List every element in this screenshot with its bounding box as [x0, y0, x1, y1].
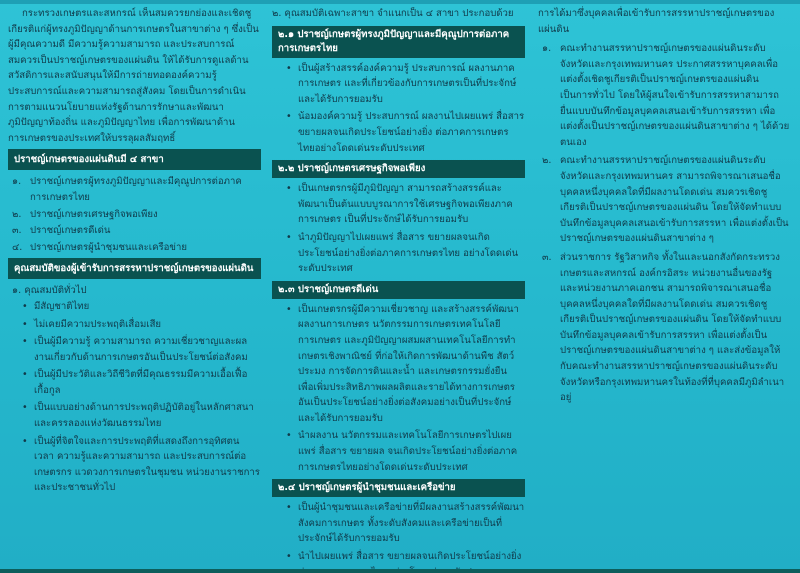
qualification-item: • มีสัญชาติไทย	[22, 300, 90, 312]
qualifications-heading: คุณสมบัติของผู้เข้ารับการสรรหาปราชญ์เกษตรของแผ่นดิน	[8, 258, 261, 279]
section-bullet: • นำไปเผยแพร่ สื่อสาร ขยายผลจนเกิดประโยชน์อย่างยิ่ง	[286, 551, 522, 563]
section-bullet: • น้อมองค์ความรู้ ประสบการณ์ ผลงานไปเผยแพร่ สื่อสาร ขยายผลจนเกิดประโยชน์อย่างยิ่ง ต่อภาคการเกษตรไทยอย่างโดดเด่นระดับประเทศ	[286, 111, 525, 154]
section-heading: ๒.๑ ปราชญ์เกษตรผู้ทรงภูมิปัญญาและมีคุณูปการต่อภาคการเกษตรไทย	[272, 26, 525, 58]
nomination-intro: การได้มาซึ่งบุคคลเพื่อเข้ารับการสรรหาปราชญ์เกษตรของแผ่นดิน	[538, 8, 775, 35]
section-heading: ๒.๓ ปราชญ์เกษตรดีเด่น	[272, 281, 525, 299]
column-left	[8, 6, 261, 498]
nomination-item: ๓. ส่วนราชการ รัฐวิสาหกิจ ทั้งในและนอกสังกัดกระทรวงเกษตรและสหกรณ์ องค์กรอิสระ หน่วยงานอื่นของรัฐ และหน่วยงานภาคเอกชน สามารถพิจารณาเสนอชื่อบุคคลหนึ่งบุคคลใดที่มีผลงานโดดเด่น สมควรเชิดชูเกียรติเป็นปราชญ์เกษตรของแผ่นดิน โดยให้จัดทำแบบบันทึกข้อมูลบุคคลเข้ารับการสรรหา เพื่อแต่งตั้งเป็นปราชญ์เกษตรของแผ่นดินสาขาต่าง ๆ และส่งข้อมูลให้กับคณะทำงานสรรหาปราชญ์เกษตรของแผ่นดินระดับจังหวัดหรือกรุงเทพมหานครในท้องที่ที่บุคคลมีภูมิลำเนาอยู่	[542, 251, 785, 404]
nomination-item: ๒. คณะทำงานสรรหาปราชญ์เกษตรของแผ่นดินระดับจังหวัดและกรุงเทพมหานคร สามารถพิจารณาเสนอชื่อบุคคลหนึ่งบุคคลใดที่มีผลงานโดดเด่น สมควรเชิดชูเกียรติเป็นปราชญ์เกษตรของแผ่นดิน โดยให้จัดทำแบบบันทึกข้อมูลบุคคลเสนอเข้ารับการสรรหา เพื่อแต่งตั้งเป็นปราชญ์เกษตรของแผ่นดินสาขาต่าง ๆ	[542, 155, 789, 245]
qualification-item: • เป็นผู้มีความรู้ ความสามารถ ความเชี่ยวชาญและผลงานเกี่ยวกับด้านการเกษตรอันเป็นประโยชน์ต่อสังคม	[22, 336, 248, 363]
qualification-item: • ไม่เคยมีความประพฤติเสื่อมเสีย	[22, 318, 162, 330]
qualification-item: • เป็นแบบอย่างด้านการประพฤติปฏิบัติอยู่ในหลักศาสนาและครรลองแห่งวัฒนธรรมไทย	[22, 402, 254, 430]
specific-qualifications-intro: ๒. คุณสมบัติเฉพาะสาขา จำแนกเป็น ๔ สาขา ประกอบด้วย	[272, 8, 514, 19]
section-bullet: • เป็นเกษตรกรผู้มีภูมิปัญญา สามารถสร้างสรรค์และพัฒนาเป็นต้นแบบบูรณาการใช้เศรษฐกิจพอเพียงภาคการเกษตร เป็นที่ประจักษ์ได้รับการยอมรับ	[286, 183, 513, 226]
section-bullet: • เป็นผู้สร้างสรรค์องค์ความรู้ ประสบการณ์ ผลงานภาคการเกษตร และที่เกี่ยวข้องกับการเกษตรเป็นที่ประจักษ์และได้รับการยอมรับ	[286, 62, 517, 105]
general-qualifications-label: ๑. คุณสมบัติทั่วไป	[12, 285, 87, 297]
section-bullet: • เป็นผู้นำชุมชนและเครือข่ายที่มีผลงานสร้างสรรค์พัฒนาสังคมการเกษตร ทั้งระดับสังคมและเครือข่ายเป็นที่ประจักษ์ได้รับการยอมรับ	[286, 502, 525, 545]
bottom-band	[0, 569, 800, 573]
intro-paragraph: กระทรวงเกษตรและสหกรณ์ เห็นสมควรยกย่องและเชิดชูเกียรติแก่ผู้ทรงภูมิปัญญาด้านการเกษตรในสาขาต่าง ๆ ซึ่งเป็นผู้มีคุณความดี มีความรู้ความสามารถ และประสบการณ์สมควรเป็นปราชญ์เกษตรของแผ่นดิน ให้ได้รับการดูแลด้านสวัสดิการและสนับสนุนให้มีการถ่ายทอดองค์ความรู้ ประสบการณ์และความสามารถสู่สังคม โดยเป็นการดำเนินการตามแนวนโยบายแห่งรัฐด้านการรักษาและพัฒนาภูมิปัญญาท้องถิ่น และภูมิปัญญาไทย เพื่อการพัฒนาด้านการเกษตรของประเทศให้บรรลุผลสัมฤทธิ์	[8, 8, 259, 144]
section-heading: ๒.๒ ปราชญ์เกษตรเศรษฐกิจพอเพียง	[272, 160, 525, 178]
branch-item: ๒. ปราชญ์เกษตรเศรษฐกิจพอเพียง	[12, 208, 158, 220]
column-middle	[272, 6, 525, 573]
branch-item: ๑. ปราชญ์เกษตรผู้ทรงภูมิปัญญาและมีคุณูปการต่อภาคการเกษตรไทย	[12, 176, 242, 203]
branch-item: ๓. ปราชญ์เกษตรดีเด่น	[12, 225, 111, 237]
section-heading: ๒.๔ ปราชญ์เกษตรผู้นำชุมชนและเครือข่าย	[272, 479, 525, 497]
section-bullet: • เป็นเกษตรกรผู้มีความเชี่ยวชาญ และสร้างสรรค์พัฒนาผลงานการเกษตร นวัตกรรมการเกษตรเทคโนโลยีการเกษตร และภูมิปัญญาผสมผสานเทคโนโลยีการทำเกษตรเชิงพาณิชย์ ที่ก่อให้เกิดการพัฒนาด้านพืช สัตว์ ประมง การจัดการดินและน้ำ และเกษตรกรรมยั่งยืน เพื่อเพิ่มประสิทธิภาพผลผลิตและรายได้ทางการเกษตร อันเป็นประโยชน์อย่างยิ่งต่อสังคมอย่างเป็นที่ประจักษ์และได้รับการยอมรับ	[286, 303, 519, 424]
section-bullet: • นำผลงาน นวัตกรรมและเทคโนโลยีการเกษตรไปเผยแพร่ สื่อสาร ขยายผล จนเกิดประโยชน์อย่างยิ่งต่อภาคการเกษตรไทยอย่างโดดเด่นระดับประเทศ	[286, 430, 518, 473]
column-right	[538, 6, 790, 407]
top-band	[0, 0, 800, 4]
section-bullet: • นำภูมิปัญญาไปเผยแพร่ สื่อสาร ขยายผลจนเกิดประโยชน์อย่างยิ่งต่อภาคการเกษตรไทย อย่างโดดเด่นระดับประเทศ	[286, 231, 519, 275]
qualification-item: • เป็นผู้ที่จิตใจและการประพฤติที่แสดงถึงการอุทิศตน เวลา ความรู้และความสามารถ และประสบการณ์ต่อเกษตรกร แวดวงการเกษตรในชุมชน หน่วยงานราชการและประชาชนทั่วไป	[22, 435, 260, 494]
branches-heading: ปราชญ์เกษตรของแผ่นดินมี ๔ สาขา	[8, 149, 261, 170]
nomination-item: ๑. คณะทำงานสรรหาปราชญ์เกษตรของแผ่นดินระดับจังหวัดและกรุงเทพมหานคร ประกาศสรรหาบุคคลเพื่อแต่งตั้งเชิดชูเกียรติเป็นปราชญ์เกษตรของแผ่นดินเป็นการทั่วไป โดยให้ผู้สนใจเข้ารับการสรรหาสามารถยื่นแบบบันทึกข้อมูลบุคคลเสนอเข้ารับการสรรหา เพื่อแต่งตั้งเป็นปราชญ์เกษตรของแผ่นดินสาขาต่าง ๆ ได้ด้วยตนเอง	[542, 43, 790, 148]
qualification-item: • เป็นผู้มีประวัติและวิถีชีวิตที่มีคุณธรรมมีความเอื้อเฟื้อเกื้อกูล	[22, 369, 248, 396]
branch-item: ๔. ปราชญ์เกษตรผู้นำชุมชนและเครือข่าย	[12, 241, 187, 253]
